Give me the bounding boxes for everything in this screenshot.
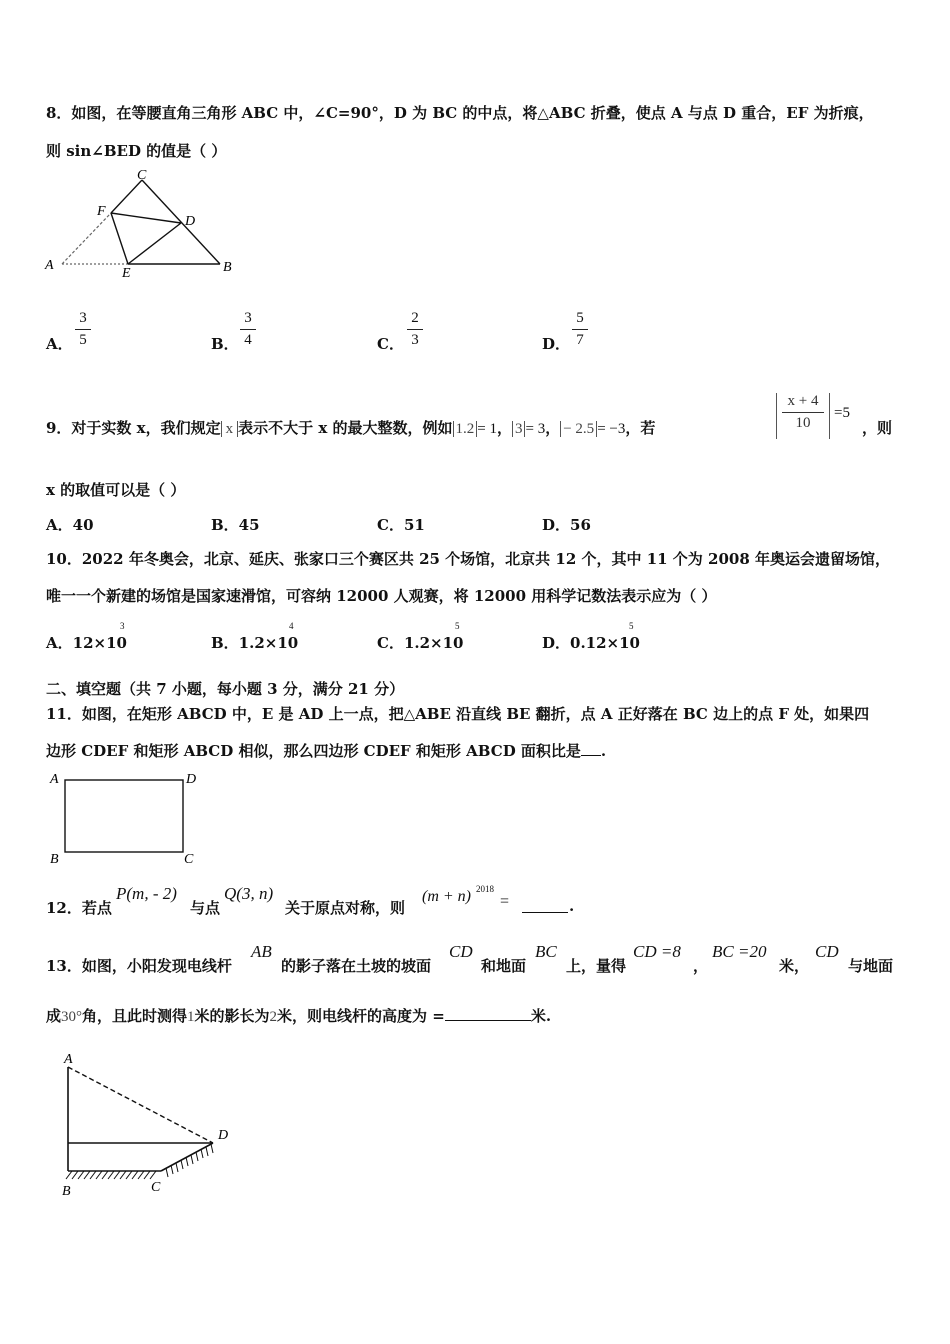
q12-eq: = [500, 893, 510, 910]
q10-option-a-exp: 3 [120, 621, 125, 631]
q8-option-d-num: 5 [576, 310, 584, 326]
q10-option-b[interactable]: B．1.2×10 [211, 634, 299, 652]
q12-end: . [569, 897, 575, 915]
q13-l2c: 米的影长为 [194, 1007, 270, 1025]
q8-option-c-den: 3 [411, 332, 419, 348]
q13-bc20: BC =20 [712, 942, 767, 961]
q13-two: 2 [269, 1009, 278, 1025]
q11-stem-line1: 11．如图，在矩形 ABCD 中，E 是 AD 上一点，把△ABE 沿直线 BE 翻折，点 A 正好落在 BC 边上的点 F 处，如果四 [46, 705, 870, 723]
q9-ruo: ，若 [625, 419, 656, 437]
q8-label-C: C [137, 168, 147, 183]
q11-answer-blank[interactable] [581, 755, 601, 756]
q12-pre: 12．若点 [46, 899, 112, 917]
q13-stem-line2 [46, 1005, 551, 1026]
q11-rectangle-figure [44, 766, 204, 870]
section-fill-in-heading: 二、填空题（共 7 小题，每小题 3 分，满分 21 分） [46, 680, 405, 698]
q9-ex2-floor: 3 [512, 421, 526, 437]
q9-ex1-floor: 1.2 [453, 421, 478, 437]
q12-point-P: P(m, - 2) [116, 884, 177, 903]
q9-condition-floor [776, 393, 830, 439]
q9-option-c[interactable]: C．51 [377, 516, 425, 534]
q13-sun-ray-AD [68, 1067, 213, 1143]
q8-option-d[interactable]: D． [542, 335, 571, 353]
q13-l2d: 米，则电线杆的高度为 = [277, 1007, 445, 1025]
q13-CD2: CD [815, 942, 839, 961]
q10-option-c-exp: 5 [455, 621, 460, 631]
q10-option-a[interactable]: A．12×10 [46, 634, 127, 652]
q13-l2b: 角，且此时测得 [82, 1007, 188, 1025]
q9-ex3-result: = −3 [597, 421, 626, 437]
q13-t3: 上，量得 [566, 957, 627, 975]
q10-option-c[interactable]: C．1.2×10 [377, 634, 464, 652]
q10-option-d[interactable]: D．0.12×10 [542, 634, 640, 652]
q9-option-d[interactable]: D．56 [542, 516, 591, 534]
q13-AB: AB [251, 942, 272, 961]
q13-label-B: B [62, 1184, 71, 1199]
q9-option-a[interactable]: A．40 [46, 516, 94, 534]
q8-option-a-num: 3 [79, 310, 87, 326]
q13-end: 米. [530, 1007, 552, 1025]
q13-ground-hatching [66, 1171, 156, 1179]
q13-label-D: D [218, 1128, 229, 1143]
q12-expr-exp: 2018 [476, 884, 494, 894]
q8-label-F: F [97, 204, 106, 219]
q12-mid: 与点 [190, 899, 221, 917]
q13-cd8: CD =8 [633, 942, 681, 961]
q12-point-Q: Q(3, n) [224, 884, 274, 903]
q13-BC: BC [535, 942, 557, 961]
q8-option-b-fraction [240, 310, 256, 349]
q13-l2a: 成 [46, 1007, 62, 1025]
q8-edge-FE [111, 213, 128, 264]
q8-option-d-fraction [572, 310, 588, 349]
q11-label-A: A [50, 772, 59, 787]
q8-option-b-num: 3 [244, 310, 252, 326]
q13-t2: 和地面 [481, 957, 527, 975]
q10-option-b-exp: 4 [289, 621, 294, 631]
q9-sep2: ， [545, 419, 561, 437]
q9-option-b[interactable]: B．45 [211, 516, 260, 534]
q8-option-b-den: 4 [244, 332, 252, 348]
q9-ex3-floor: − 2.5 [560, 421, 597, 437]
q10-stem-line2: 唯一一个新建的场馆是国家速滑馆，可容纳 12000 人观赛，将 12000 用科学记数法表示应为（ ） [46, 587, 717, 605]
q8-option-a[interactable]: A． [46, 335, 73, 353]
q8-label-B: B [223, 260, 232, 275]
q9-eq5: =5 [834, 405, 850, 421]
q9-stem-line1 [46, 417, 655, 438]
q12-stem [46, 897, 112, 918]
q13-one: 1 [187, 1009, 195, 1025]
q8-option-a-fraction [75, 310, 91, 349]
q8-label-E: E [122, 266, 131, 280]
q9-ex1-result: = 1 [477, 421, 497, 437]
q13-comma: ， [693, 957, 709, 975]
q8-label-A: A [45, 258, 54, 273]
q8-option-c[interactable]: C． [377, 335, 404, 353]
q13-answer-blank[interactable] [445, 1020, 531, 1021]
q11-stem-line2 [46, 740, 606, 761]
q10-stem-line1: 10．2022 年冬奥会，北京、延庆、张家口三个赛区共 25 个场馆，北京共 12 个，其中 11 个为 2008 年奥运会遗留场馆， [46, 550, 890, 568]
q8-label-D: D [185, 214, 196, 229]
q8-edge-FD [111, 213, 181, 223]
q9-def-floor: x [221, 421, 239, 437]
q9-stem-line2: x 的取值可以是（ ） [46, 481, 186, 499]
q11-label-D: D [186, 772, 197, 787]
q9-frac-den: 10 [795, 415, 811, 431]
q8-stem-line2: 则 sin∠BED 的值是（ ） [46, 142, 227, 160]
q11-end: . [600, 742, 607, 760]
q9-mid: 表示不大于 x 的最大整数，例如 [238, 419, 453, 437]
q8-option-c-num: 2 [411, 310, 419, 326]
q13-slope-CD [161, 1143, 213, 1171]
q12-expr: (m + n) [422, 888, 472, 905]
q9-ze: ，则 [862, 419, 893, 437]
q13-deg: 30° [61, 1009, 83, 1025]
q11-label-C: C [184, 852, 194, 867]
q13-label-C: C [151, 1180, 161, 1195]
q10-option-d-exp: 5 [629, 621, 634, 631]
q13-slope-hatching [166, 1144, 213, 1177]
q8-edge-FC [111, 180, 142, 213]
q9-sep1: ， [496, 419, 512, 437]
q13-CD: CD [449, 942, 473, 961]
q13-label-A: A [64, 1052, 73, 1067]
q9-pre: 9．对于实数 x，我们规定 [46, 419, 221, 437]
q11-label-B: B [50, 852, 59, 867]
q8-option-c-fraction [407, 310, 423, 349]
q13-t4: 米， [779, 957, 810, 975]
q8-option-b[interactable]: B． [211, 335, 239, 353]
q11-rect-ABCD [65, 780, 183, 852]
q13-t1: 的影子落在土坡的坡面 [281, 957, 432, 975]
q11-line2-text: 边形 CDEF 和矩形 ABCD 相似，那么四边形 CDEF 和矩形 ABCD 面积比是 [46, 742, 581, 760]
q8-stem-line1: 8．如图，在等腰直角三角形 ABC 中，∠C=90°，D 为 BC 的中点，将△ABC 折叠，使点 A 与点 D 重合，EF 为折痕， [46, 104, 874, 122]
q8-edge-CB [142, 180, 220, 264]
q8-option-d-den: 7 [576, 332, 584, 348]
q8-triangle-figure [40, 165, 240, 280]
q9-ex2-result: = 3 [525, 421, 546, 437]
q12-answer-blank[interactable] [522, 897, 568, 913]
q13-t5: 与地面 [848, 957, 894, 975]
q9-frac-num: x + 4 [787, 393, 819, 409]
q8-edge-ED [128, 223, 181, 264]
q8-option-a-den: 5 [79, 332, 87, 348]
q13-pole-shadow-figure [50, 1045, 250, 1205]
q8-edge-AF [62, 213, 111, 264]
q12-post: 关于原点对称，则 [285, 899, 406, 917]
q13-pre: 13．如图，小阳发现电线杆 [46, 957, 232, 975]
